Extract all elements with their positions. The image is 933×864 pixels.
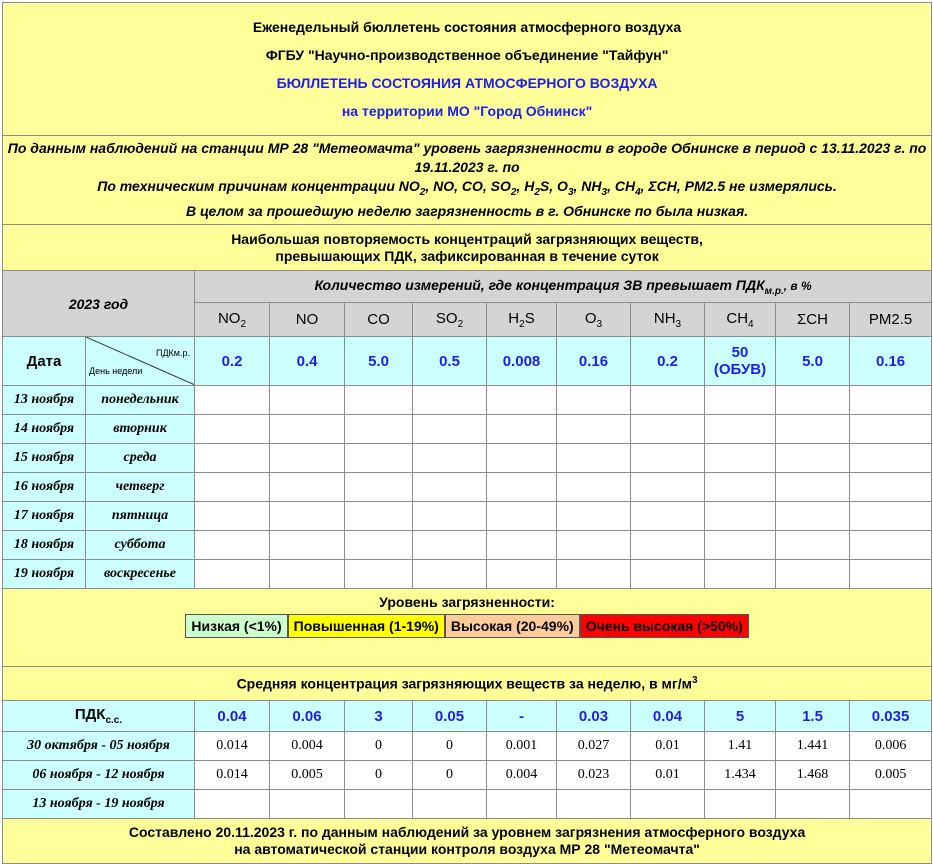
row-weekday: понедельник [86, 386, 195, 415]
day-row [3, 444, 932, 473]
legend-very-high: Очень высокая (>50%) [580, 614, 749, 638]
week-value [776, 790, 850, 819]
pdk-ss-label: $ПДК_{с.с.}$ [3, 701, 195, 732]
pdk-sum-ch: 5.0 [776, 337, 850, 386]
pollutant-so2: $SO_2$ [413, 303, 487, 337]
week-value: 0 [413, 761, 487, 790]
pdk-ss-row [3, 701, 932, 732]
pdk-ss-sum-ch: 1.5 [776, 701, 850, 732]
week-value: 0.027 [557, 732, 631, 761]
pdk-ss-ch4: 5 [705, 701, 776, 732]
row-weekday: пятница [86, 502, 195, 531]
row-weekday: суббота [86, 531, 195, 560]
week-value: 0.014 [195, 732, 270, 761]
pdk-ch4: 50 (ОБУВ) [705, 337, 776, 386]
pdk-ss-nh3: 0.04 [631, 701, 705, 732]
row-date: 17 ноября [3, 502, 86, 531]
header-organization: ФГБУ "Научно-производственное объединение "Тайфун" [265, 47, 669, 63]
diagonal-line [86, 337, 195, 385]
week-value [345, 790, 413, 819]
week-value: 0.01 [631, 761, 705, 790]
row-weekday: среда [86, 444, 195, 473]
week-value: 0.005 [850, 761, 932, 790]
pdk-ss-no2: 0.04 [195, 701, 270, 732]
week-value: 0.023 [557, 761, 631, 790]
week-period: 30 октября - 05 ноября [3, 732, 195, 761]
pdk-ss-co: 3 [345, 701, 413, 732]
legend-items [185, 614, 748, 638]
pollutant-sum-ch: ΣCH [776, 303, 850, 337]
day-row [3, 502, 932, 531]
pdk-o3: 0.16 [557, 337, 631, 386]
pdk-no2: 0.2 [195, 337, 270, 386]
bulletin-title: БЮЛЛЕТЕНЬ СОСТОЯНИЯ АТМОСФЕРНОГО ВОЗДУХА [276, 75, 658, 91]
pdk-ss-h2s: - [487, 701, 557, 732]
row-date: 14 ноября [3, 415, 86, 444]
pdk-no: 0.4 [270, 337, 345, 386]
pollutant-pm25: PM2.5 [850, 303, 932, 337]
pollutant-co: CO [345, 303, 413, 337]
pdk-so2: 0.5 [413, 337, 487, 386]
exceedance-caption: Количество измерений, где концентрация ЗВ превышает $ПДК_{м.р.}$, в % [195, 271, 932, 303]
row-date: 18 ноября [3, 531, 86, 560]
week-value: 1.41 [705, 732, 776, 761]
pdk-h2s: 0.008 [487, 337, 557, 386]
week-value: 0 [413, 732, 487, 761]
date-column-label: Дата [3, 337, 86, 386]
legend-high: Высокая (20-49%) [445, 614, 580, 638]
week-row [3, 790, 932, 819]
pollutant-nh3: $NH_3$ [631, 303, 705, 337]
week-value [413, 790, 487, 819]
pdk-ss-pm25: 0.035 [850, 701, 932, 732]
pdk-co: 5.0 [345, 337, 413, 386]
summary-block [3, 136, 932, 225]
summary-conclusion: В целом за прошедшую неделю загрязненность в г. Обнинске по была низкая. [186, 202, 749, 219]
week-period: 13 ноября - 19 ноября [3, 790, 195, 819]
row-weekday: воскресенье [86, 560, 195, 589]
week-value: 0 [345, 732, 413, 761]
diag-pdk-label: ПДКм.р. [155, 348, 190, 358]
day-row [3, 560, 932, 589]
pollutant-no2: $NO_2$ [195, 303, 270, 337]
week-value [631, 790, 705, 819]
header-title: Еженедельный бюллетень состояния атмосферного воздуха [252, 19, 682, 35]
week-value: 1.441 [776, 732, 850, 761]
week-value [557, 790, 631, 819]
row-date: 13 ноября [3, 386, 86, 415]
week-value [195, 790, 270, 819]
pdk-ss-o3: 0.03 [557, 701, 631, 732]
week-value: 0.005 [270, 761, 345, 790]
section-average-title: Средняя концентрация загрязняющих веществ за неделю, в $мг/м^3$ [3, 667, 932, 701]
pollutant-ch4: $CH_4$ [705, 303, 776, 337]
day-row [3, 386, 932, 415]
diagonal-header [86, 337, 195, 386]
pdk-ss-so2: 0.05 [413, 701, 487, 732]
territory-title: на территории МО "Город Обнинск" [341, 103, 593, 119]
pdk-nh3: 0.2 [631, 337, 705, 386]
week-value [487, 790, 557, 819]
week-period: 06 ноября - 12 ноября [3, 761, 195, 790]
week-value: 0 [345, 761, 413, 790]
pollution-level-legend [3, 589, 932, 667]
summary-unmeasured: По техническим причинам концентрации $NO_2$, NO, CO, $SO_2$, $H_2S$, $O_3$, $NH_3$, $CH_4$, ΣCH, PM2.5 не измерялись. [97, 178, 837, 198]
row-date: 15 ноября [3, 444, 86, 473]
week-value [270, 790, 345, 819]
week-value [705, 790, 776, 819]
week-value: 1.468 [776, 761, 850, 790]
summary-period: По данным наблюдений на станции МР 28 "Метеомачта" уровень загрязненности в городе Обнинске в период с 13.11.2023 г. по 19.11.2023 г. по [7, 140, 927, 176]
week-value: 0.01 [631, 732, 705, 761]
bulletin-footer: Составлено 20.11.2023 г. по данным наблюдений за уровнем загрязнения атмосферного воздуха на автоматической станции контроля воздуха МР 28 "Метеомачта" [3, 819, 932, 864]
week-row [3, 732, 932, 761]
week-value [850, 790, 932, 819]
day-row [3, 473, 932, 502]
row-weekday: вторник [86, 415, 195, 444]
pdk-row [3, 337, 932, 386]
row-date: 19 ноября [3, 560, 86, 589]
day-row [3, 531, 932, 560]
bulletin-header [3, 3, 932, 136]
legend-title: Уровень загрязненности: [379, 594, 555, 610]
week-value: 0.006 [850, 732, 932, 761]
week-value: 0.004 [487, 761, 557, 790]
pdk-ss-no: 0.06 [270, 701, 345, 732]
year-label: 2023 год [3, 271, 195, 337]
week-value: 0.014 [195, 761, 270, 790]
legend-low: Низкая (<1%) [185, 614, 287, 638]
pollutant-o3: $O_3$ [557, 303, 631, 337]
legend-elevated: Повышенная (1-19%) [288, 614, 445, 638]
pdk-pm25: 0.16 [850, 337, 932, 386]
row-date: 16 ноября [3, 473, 86, 502]
day-row [3, 415, 932, 444]
week-value: 0.001 [487, 732, 557, 761]
week-value: 0.004 [270, 732, 345, 761]
week-row [3, 761, 932, 790]
pollutant-h2s: $H_2S$ [487, 303, 557, 337]
week-value: 1.434 [705, 761, 776, 790]
pollutant-no: NO [270, 303, 345, 337]
row-weekday: четверг [86, 473, 195, 502]
bulletin-table [2, 2, 932, 864]
diag-day-label: День недели [89, 366, 143, 376]
section-exceedance-title: Наибольшая повторяемость концентраций загрязняющих веществ, превышающих ПДК, зафиксированная в течение суток [3, 225, 932, 271]
